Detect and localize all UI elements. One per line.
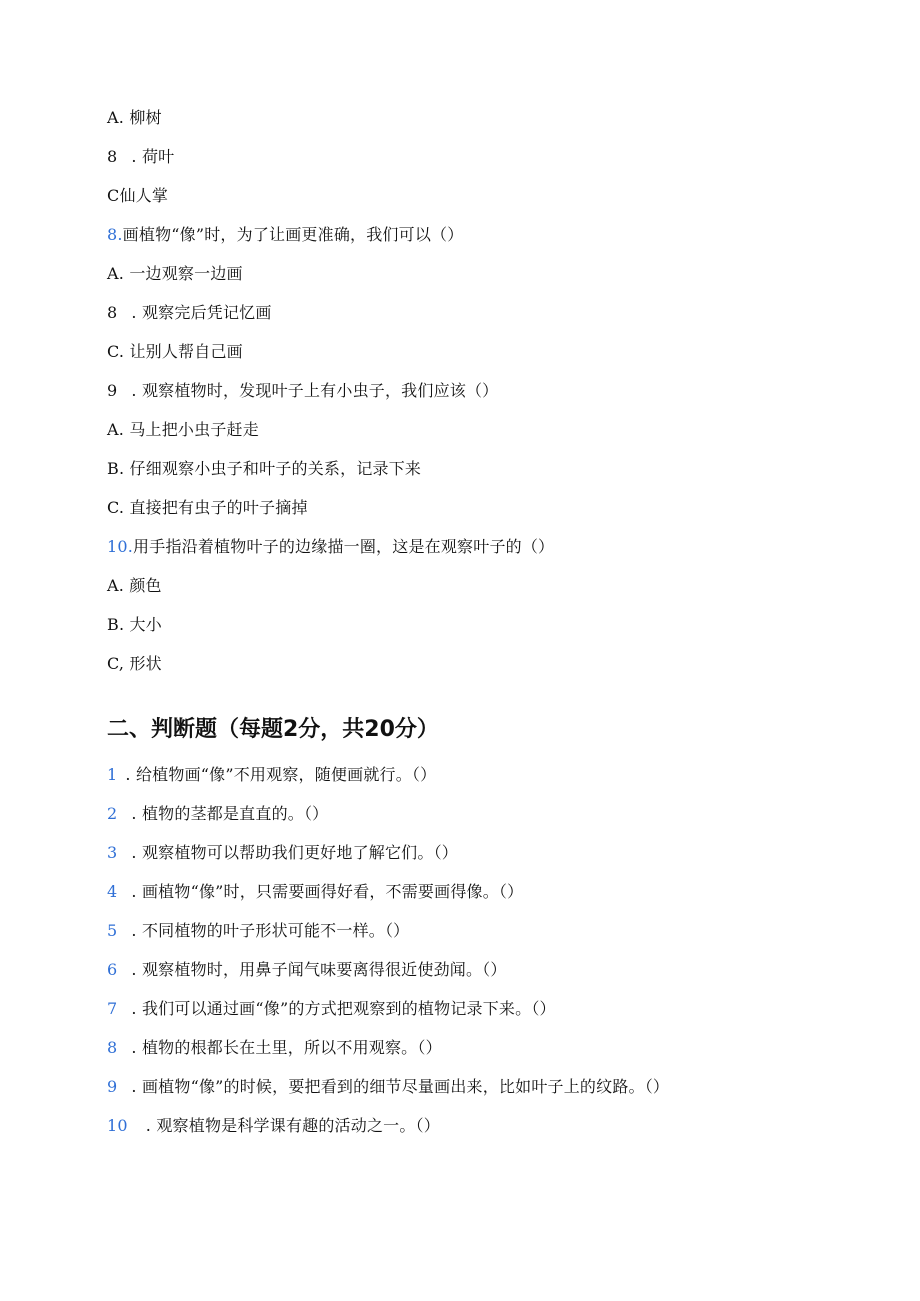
item-text: . 画植物“像”的时候，要把看到的细节尽量画出来，比如叶子上的纹路。（） (131, 1077, 670, 1096)
question-text: 画植物“像”时，为了让画更准确，我们可以（） (122, 225, 464, 244)
option-text: . 观察完后凭记忆画 (131, 303, 272, 322)
item-number: 3 (107, 843, 118, 862)
tf-item-5 (107, 921, 409, 941)
item-number: 9 (107, 1077, 118, 1096)
question-9 (107, 381, 498, 401)
item-text: . 植物的茎都是直直的。（） (131, 804, 329, 823)
item-text: . 观察植物时，用鼻子闻气味要离得很近使劲闻。（） (131, 960, 507, 979)
tf-item-8 (107, 1038, 442, 1058)
tf-item-3 (107, 843, 458, 863)
question-9-option-c: C. 直接把有虫子的叶子摘掉 (107, 498, 308, 517)
question-9-option-a: A. 马上把小虫子赶走 (107, 420, 259, 439)
question-10 (107, 537, 554, 557)
section-heading-true-false: 二、判断题（每题2分，共20分） (107, 717, 439, 742)
item-text: . 我们可以通过画“像”的方式把观察到的植物记录下来。（） (131, 999, 556, 1018)
question-10-option-a: A. 颜色 (107, 576, 162, 595)
option-text: . 荷叶 (131, 147, 175, 166)
question-10-option-b: B. 大小 (107, 615, 162, 634)
question-8-option-c: C. 让别人帮自己画 (107, 342, 243, 361)
item-text: . 观察植物是科学课有趣的活动之一。（） (145, 1116, 440, 1135)
item-text: . 植物的根都长在土里，所以不用观察。（） (131, 1038, 442, 1057)
question-number: 9 (107, 381, 118, 400)
item-number: 1 (107, 765, 118, 784)
item-text: . 给植物画“像”不用观察，随便画就行。（） (125, 765, 437, 784)
item-number: 7 (107, 999, 118, 1018)
item-text: . 画植物“像”时，只需要画得好看，不需要画得像。（） (131, 882, 524, 901)
option-a-willow: A. 柳树 (107, 108, 162, 127)
option-number: 8 (107, 303, 118, 322)
item-number: 4 (107, 882, 118, 901)
tf-item-9 (107, 1077, 669, 1097)
option-number: 8 (107, 147, 118, 166)
tf-item-10 (107, 1116, 440, 1136)
question-text: . 观察植物时，发现叶子上有小虫子，我们应该（） (131, 381, 499, 400)
item-number: 8 (107, 1038, 118, 1057)
tf-item-1 (107, 765, 436, 785)
question-number: 10. (107, 537, 134, 556)
item-number: 2 (107, 804, 118, 823)
question-8-option-a: A. 一边观察一边画 (107, 264, 243, 283)
option-b-lotus-leaf (107, 147, 174, 167)
tf-item-4 (107, 882, 523, 902)
item-number: 10 (107, 1116, 128, 1135)
question-9-option-b: B. 仔细观察小虫子和叶子的关系，记录下来 (107, 459, 422, 478)
item-number: 5 (107, 921, 118, 940)
option-c-cactus: C仙人掌 (107, 186, 169, 205)
tf-item-7 (107, 999, 556, 1019)
tf-item-6 (107, 960, 507, 980)
tf-item-2 (107, 804, 328, 824)
question-8 (107, 225, 463, 245)
item-number: 6 (107, 960, 118, 979)
item-text: . 观察植物可以帮助我们更好地了解它们。（） (131, 843, 458, 862)
question-number: 8. (107, 225, 123, 244)
question-10-option-c: C, 形状 (107, 654, 162, 673)
question-8-option-b (107, 303, 272, 323)
item-text: . 不同植物的叶子形状可能不一样。（） (131, 921, 410, 940)
question-text: 用手指沿着植物叶子的边缘描一圈，这是在观察叶子的（） (133, 537, 555, 556)
